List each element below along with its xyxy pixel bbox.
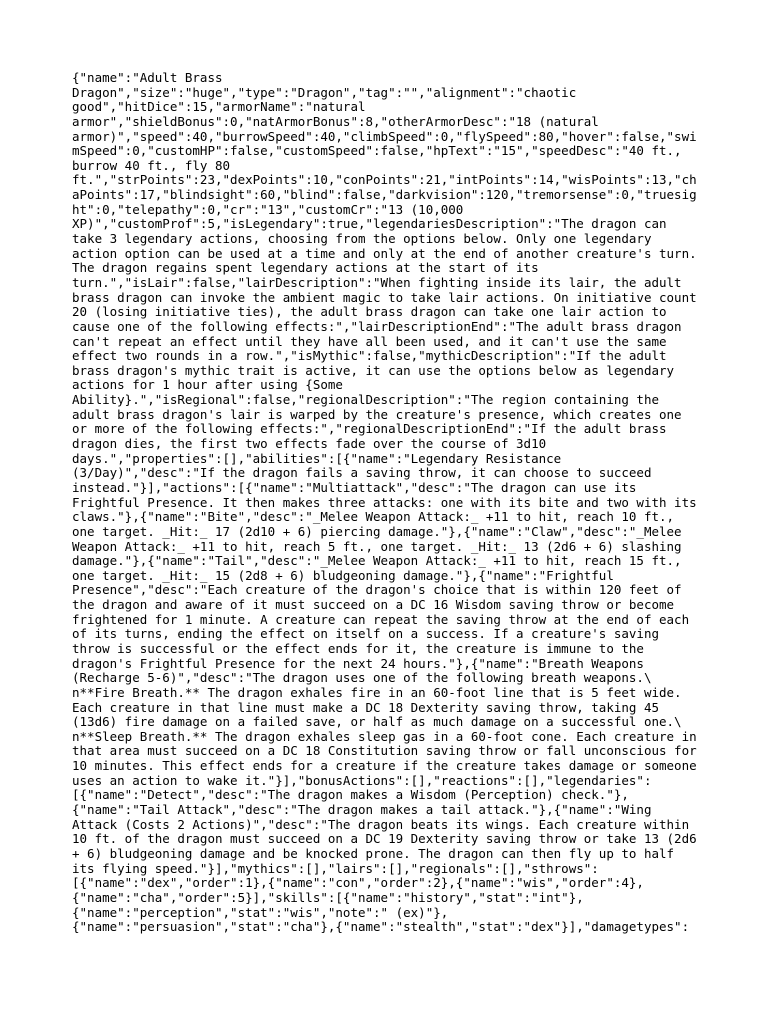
text-line: or more of the following effects:","regionalDescriptionEnd":"If the adult brass (72, 421, 667, 437)
text-line: brass dragon's mythic trait is active, it can use the options below as legendary (72, 362, 675, 378)
text-line: dragon dies, the first two effects fade over the course of 3d10 (72, 436, 547, 452)
text-line: instead."}],"actions":[{"name":"Multiattack","desc":"The dragon can use its (72, 479, 637, 495)
document-page (72, 71, 728, 935)
text-line: that area must succeed on a DC 18 Constitution saving throw or fall unconscious for (72, 743, 697, 759)
text-line: burrow 40 ft., fly 80 (72, 157, 231, 173)
text-line: its flying speed."}],"mythics":[],"lairs":[],"regionals":[],"sthrows": (72, 860, 599, 876)
text-line: aPoints":17,"blindsight":60,"blind":false,"darkvision":120,"tremorsense":0,"truesig (72, 187, 697, 203)
text-line: Ability}.","isRegional":false,"regionalDescription":"The region containing the (72, 392, 659, 408)
text-line: take 3 legendary actions, choosing from the options below. Only one legendary (72, 231, 652, 247)
text-line: n**Fire Breath.** The dragon exhales fire in an 60-foot line that is 5 feet wide. (72, 684, 682, 700)
text-line: claws."},{"name":"Bite","desc":"_Melee Weapon Attack:_ +11 to hit, reach 10 ft., (72, 509, 675, 525)
text-line: good","hitDice":15,"armorName":"natural (72, 99, 366, 115)
text-line: days.","properties":[],"abilities":[{"name":"Legendary Resistance (72, 450, 562, 466)
text-line: throw is successful or the effect ends for it, the creature is immune to the (72, 640, 644, 656)
text-line: Each creature in that line must make a DC 18 Dexterity saving throw, taking 45 (72, 699, 659, 715)
text-line: effect two rounds in a row.","isMythic":false,"mythicDescription":"If the adult (72, 348, 667, 364)
text-line: frightened for 1 minute. A creature can repeat the saving throw at the end of each (72, 611, 690, 627)
text-line: Weapon Attack:_ +11 to hit, reach 5 ft., one target. _Hit:_ 13 (2d6 + 6) slashing (72, 538, 682, 554)
text-line: ht":0,"telepathy":0,"cr":"13","customCr":"13 (10,000 (72, 201, 464, 217)
text-line: n**Sleep Breath.** The dragon exhales sleep gas in a 60-foot cone. Each creature in (72, 728, 697, 744)
text-line: Presence","desc":"Each creature of the dragon's choice that is within 120 feet of (72, 582, 682, 598)
text-line: uses an action to wake it."}],"bonusActions":[],"reactions":[],"legendaries": (72, 772, 652, 788)
text-line: one target. _Hit:_ 17 (2d10 + 6) piercing damage."},{"name":"Claw","desc":"_Melee (72, 523, 682, 539)
text-line: can't repeat an effect until they have all been used, and it can't use the same (72, 333, 667, 349)
text-line: dragon's Frightful Presence for the next 24 hours."},{"name":"Breath Weapons (72, 655, 644, 671)
text-line: {"name":"persuasion","stat":"cha"},{"name":"stealth","stat":"dex"}],"damagetypes": (72, 919, 690, 935)
text-line: of its turns, ending the effect on itself on a success. If a creature's saving (72, 626, 659, 642)
text-line: actions for 1 hour after using {Some (72, 377, 343, 393)
text-line: the dragon and aware of it must succeed on a DC 16 Wisdom saving throw or become (72, 597, 675, 613)
text-line: XP)","customProf":5,"isLegendary":true,"legendariesDescription":"The dragon can (72, 216, 667, 232)
text-line: 10 minutes. This effect ends for a creature if the creature takes damage or someone (72, 758, 697, 774)
text-line: brass dragon can invoke the ambient magic to take lair actions. On initiative count (72, 289, 697, 305)
text-line: ft.","strPoints":23,"dexPoints":10,"conPoints":21,"intPoints":14,"wisPoints":13,"ch (72, 172, 697, 188)
text-line: 10 ft. of the dragon must succeed on a DC 19 Dexterity saving throw or take 13 (2d6 (72, 831, 697, 847)
text-line: 20 (losing initiative ties), the adult brass dragon can take one lair action to (72, 304, 667, 320)
text-line: action option can be used at a time and only at the end of another creature's turn. (72, 245, 697, 261)
text-line: armor","shieldBonus":0,"natArmorBonus":8,"otherArmorDesc":"18 (natural (72, 113, 599, 129)
text-line: Dragon","size":"huge","type":"Dragon","tag":"","alignment":"chaotic (72, 84, 577, 100)
text-line: + 6) bludgeoning damage and be knocked prone. The dragon can then fly up to half (72, 845, 675, 861)
text-line: armor)","speed":40,"burrowSpeed":40,"climbSpeed":0,"flySpeed":80,"hover":false,"swi (72, 128, 697, 144)
text-line: mSpeed":0,"customHP":false,"customSpeed":false,"hpText":"15","speedDesc":"40 ft., (72, 143, 682, 159)
text-line: The dragon regains spent legendary actions at the start of its (72, 260, 539, 276)
text-line: cause one of the following effects:","lairDescriptionEnd":"The adult brass dragon (72, 318, 682, 334)
text-line: (13d6) fire damage on a failed save, or half as much damage on a successful one.\ (72, 714, 682, 730)
text-line: {"name":"cha","order":5}],"skills":[{"name":"history","stat":"int"}, (72, 889, 584, 905)
text-line: Attack (Costs 2 Actions)","desc":"The dragon beats its wings. Each creature within (72, 816, 690, 832)
text-line: (Recharge 5-6)","desc":"The dragon uses one of the following breath weapons.\ (72, 670, 652, 686)
text-line: turn.","isLair":false,"lairDescription":"When fighting inside its lair, the adult (72, 274, 682, 290)
text-line: damage."},{"name":"Tail","desc":"_Melee Weapon Attack:_ +11 to hit, reach 15 ft., (72, 553, 682, 569)
text-line: {"name":"Adult Brass (72, 70, 223, 85)
text-line: [{"name":"dex","order":1},{"name":"con","order":2},{"name":"wis","order":4}, (72, 875, 644, 891)
text-line: Frightful Presence. It then makes three attacks: one with its bite and two with its (72, 494, 697, 510)
text-line: one target. _Hit:_ 15 (2d8 + 6) bludgeoning damage."},{"name":"Frightful (72, 567, 614, 583)
text-line: [{"name":"Detect","desc":"The dragon makes a Wisdom (Perception) check."}, (72, 787, 629, 803)
text-line: adult brass dragon's lair is warped by the creature's presence, which creates one (72, 406, 682, 422)
text-line: (3/Day)","desc":"If the dragon fails a saving throw, it can choose to succeed (72, 465, 652, 481)
text-line: {"name":"Tail Attack","desc":"The dragon makes a tail attack."},{"name":"Wing (72, 802, 652, 818)
text-line: {"name":"perception","stat":"wis","note":" (ex)"}, (72, 904, 449, 920)
